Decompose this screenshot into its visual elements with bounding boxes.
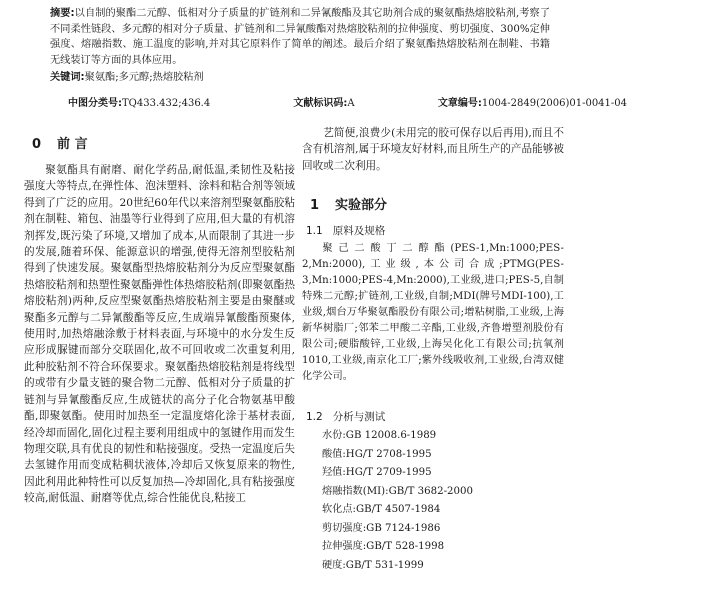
left-column xyxy=(24,125,295,507)
list-item: 剪切强度:GB 7124-1986 xyxy=(322,522,441,534)
keywords-label: 关键词: xyxy=(50,72,85,83)
materials-paragraph: 聚己二酸丁二醇酯(PES-1,Mn:1000;PES-2,Mn:2000),工业级,本公司合成;PTMG(PES-3,Mn:1000;PES-4,Mn:2000),工业级,进口;PES-5,自制特殊二元醇;扩链剂,工业级,自制;MDI(牌号MDI-100),工业级,烟台万华聚氨酯股份有限公司;增粘树脂,工业级,上海新华树脂厂;邻苯二甲酸二辛酯,工业级,齐鲁增塑剂股份有限公司;硬脂酸锌,工业级,上海吴化化工有限公司;抗氧剂1010,工业级,南京化工厂;紫外线吸收剂,工业级,台湾双健化学公司。 xyxy=(302,243,564,383)
article-number xyxy=(438,98,667,109)
subsection-number: 1.1 xyxy=(306,225,323,238)
abstract-label: 摘要: xyxy=(50,8,75,19)
keywords-text: 聚氨酯;多元醇;热熔胶粘剂 xyxy=(84,72,204,83)
list-item: 水份:GB 12008.6-1989 xyxy=(322,430,437,442)
abstract-block xyxy=(50,6,550,86)
section-title: 实验部分 xyxy=(335,198,388,214)
list-item: 羟值:HG/T 2709-1995 xyxy=(322,467,432,479)
subsection-heading-materials xyxy=(306,223,564,238)
list-item: 软化点:GB/T 4507-1984 xyxy=(322,504,441,516)
subsection-title: 原料及规格 xyxy=(332,225,386,238)
section-number: 1 xyxy=(310,198,320,214)
section-heading-preface xyxy=(32,133,295,152)
doc-code xyxy=(293,98,394,109)
list-item: 硬度:GB/T 531-1999 xyxy=(322,559,424,571)
test-standards-list xyxy=(302,427,564,575)
right-column xyxy=(302,125,564,575)
clc-value: TQ433.432;436.4 xyxy=(122,98,211,109)
clc-number xyxy=(68,98,250,109)
continued-paragraph: 艺简便,浪费少(未用完的胶可保存以后再用),而且不含有机溶剂,属于环境友好材料,而且所生产的产品能够被回收或二次利用。 xyxy=(302,127,564,172)
subsection-title: 分析与测试 xyxy=(332,411,386,424)
subsection-heading-analysis xyxy=(306,409,564,424)
article-meta-row xyxy=(68,94,628,109)
list-item: 酸值:HG/T 2708-1995 xyxy=(322,448,432,460)
subsection-number: 1.2 xyxy=(306,411,323,424)
doc-value: A xyxy=(347,98,355,109)
doc-label: 文献标识码: xyxy=(293,98,348,109)
list-item: 拉伸强度:GB/T 528-1998 xyxy=(322,541,445,553)
list-item: 熔融指数(MI):GB/T 3682-2000 xyxy=(322,485,473,497)
section-title: 前 言 xyxy=(57,137,88,152)
article-value: 1004-2849(2006)01-0041-04 xyxy=(481,98,628,109)
article-label: 文章编号: xyxy=(437,98,482,109)
section-number: 0 xyxy=(32,137,42,152)
preface-paragraph: 聚氨酯具有耐磨、耐化学药品,耐低温,柔韧性及粘接强度大等特点,在弹性体、泡沫塑料、涂料和粘合剂等领域得到了广泛的应用。20世纪60年代以来溶剂型聚氨酯胶粘剂在制鞋、箱包、油墨等行业得到了应用,但大量的有机溶剂挥发,既污染了环境,又增加了成本,从而限制了其进一步的发展,随着环保、能源意识的增强,使得无溶剂型胶粘剂得到了快速发展。聚氨酯型热熔胶粘剂分为反应型聚氨酯热熔胶粘剂和热塑性聚氨酯弹性体热熔胶粘剂(即聚氨酯热熔胶粘剂)两种,反应型聚氨酯热熔胶粘剂主要是由聚醚或聚酯多元醇与二异氰酸酯等反应,生成端异氰酸酯预聚体,使用时,加热熔融涂敷于材料表面,与环境中的水分发生反应形成脲键而部分交联固化,故不可回收或二次重复利用,此种胶粘剂不符合环保要求。聚氨酯热熔胶粘剂是将线型的或带有少量支链的聚合物二元醇、低相对分子质量的扩链剂与异氰酸酯反应,生成链状的高分子化合物氨基甲酸酯,即聚氨酯。使用时加热至一定温度熔化涂于基材表面,经冷却而固化,固化过程主要利用组成中的氢键作用而发生物理交联,具有优良的韧性和粘接强度。受热一定温度后失去氢键作用而变成粘稠状液体,冷却后又恢复原来的物性,因此利用此种特性可以反复加热—冷却固化,具有粘接强度较高,耐低温、耐磨等优点,综合性能优良,粘接工 xyxy=(24,164,295,505)
clc-label: 中图分类号: xyxy=(68,98,122,109)
abstract-paragraph xyxy=(50,6,550,68)
section-heading-experimental xyxy=(310,194,564,213)
keywords-line xyxy=(50,70,550,86)
abstract-text: 以自制的聚酯二元醇、低相对分子质量的扩链剂和二异氰酸酯及其它助剂合成的聚氨酯热熔胶粘剂,考察了不同柔性链段、多元醇的相对分子质量、扩链剂和二异氰酸酯对热熔胶粘剂的拉伸强度、剪切强度、300%定伸强度、熔融指数、施工温度的影响,并对其它原料作了简单的阐述。最后介绍了聚氨酯热熔胶粘剂在制鞋、书籍无线装订等方面的具体应用。 xyxy=(50,8,551,66)
